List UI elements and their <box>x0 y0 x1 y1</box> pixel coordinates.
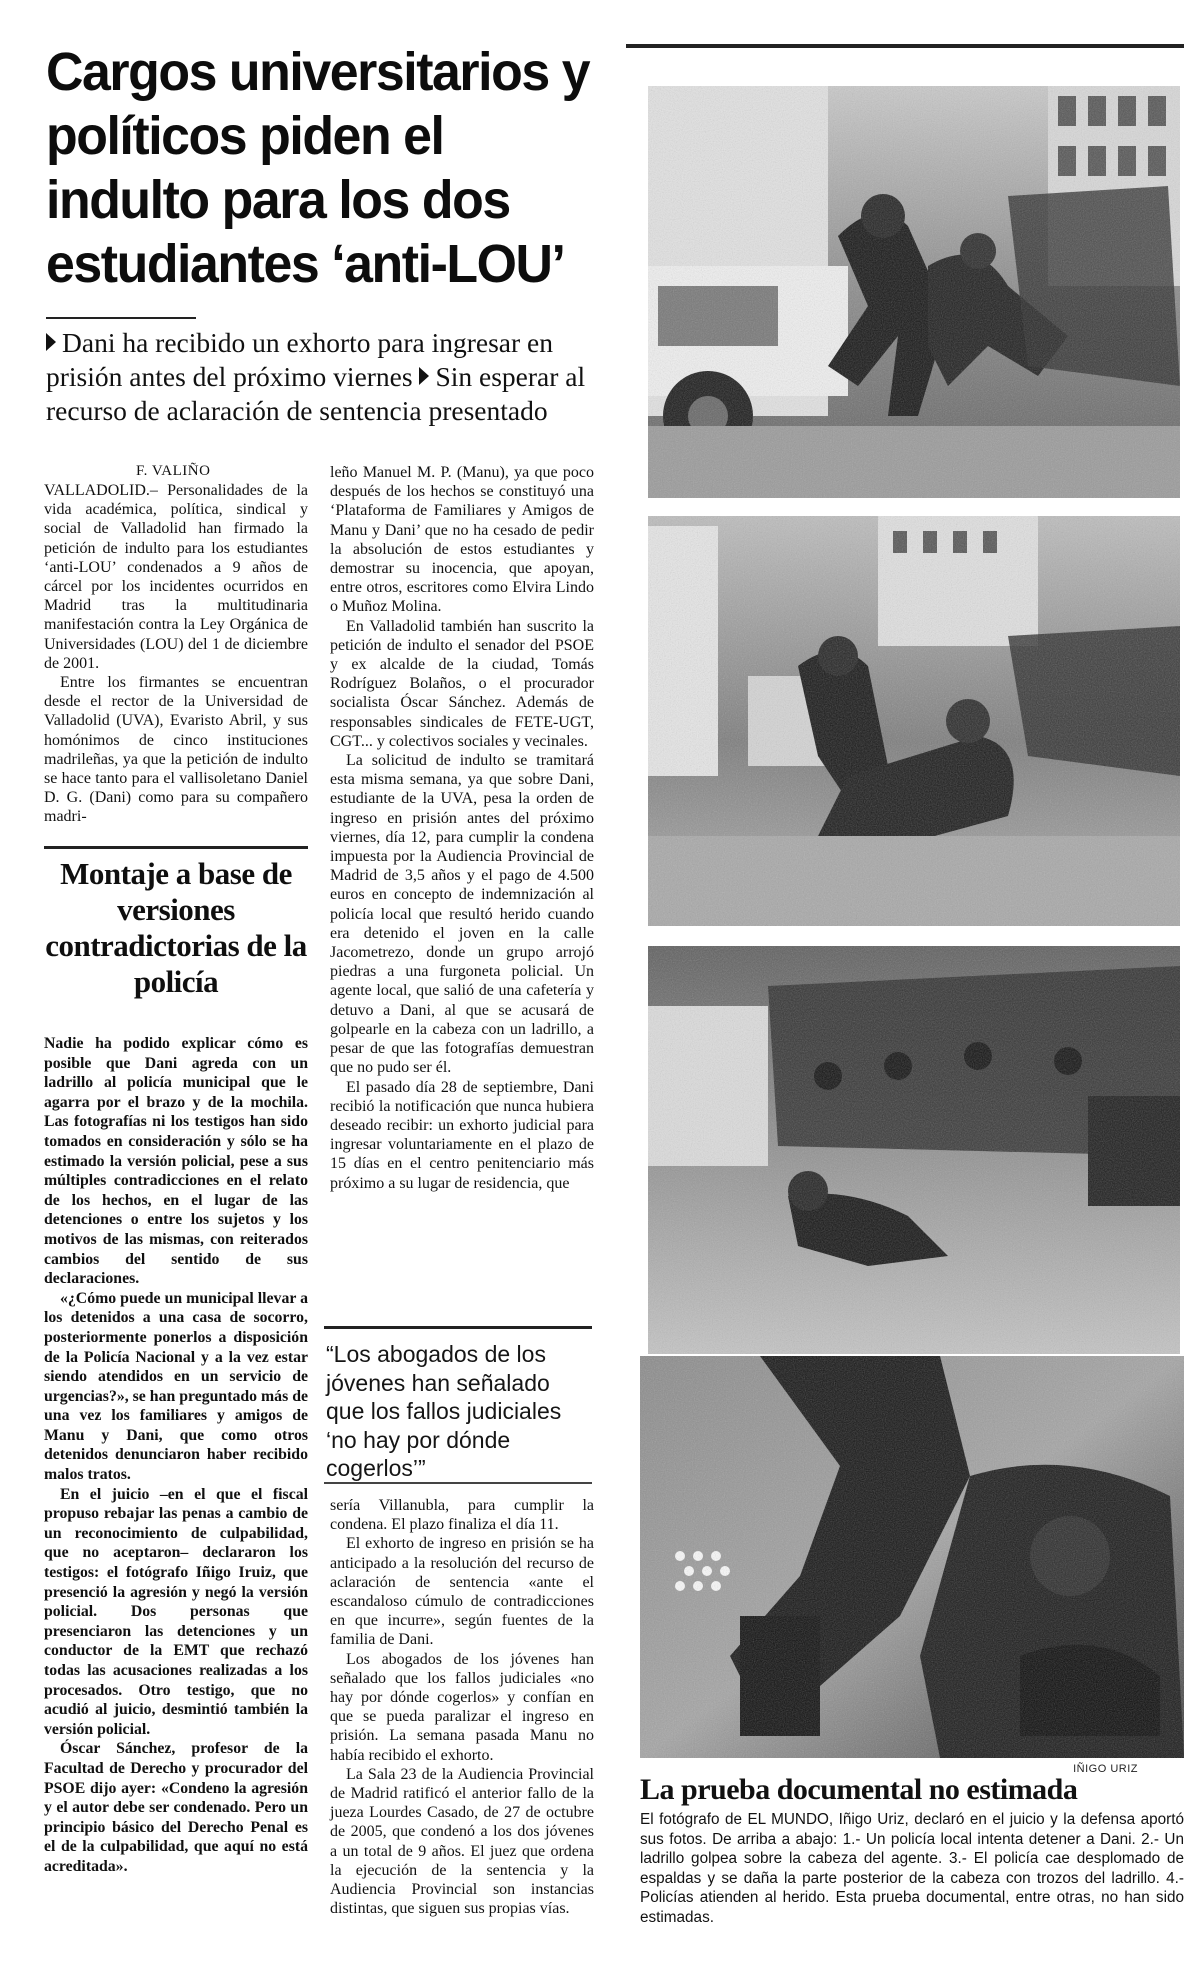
sidebar-paragraph: Nadie ha podido explicar cómo es posible que Dani agreda con un ladrillo al policía municipal que le agarra por el brazo y de la mochila. Las fotografías ni los testigos han sido tomados en consideración y sólo se ha estimado la versión policial, pese a sus múltiples contradicciones en el relato de los hechos, en el lugar de las detenciones o entre los sujetos y los motivos de las mismas, con reiterados cambios del sentido de sus declaraciones. <box>44 1035 308 1288</box>
pullquote-rule <box>324 1326 592 1329</box>
sidebar-column <box>44 1034 308 1877</box>
deck-part-1: Dani ha recibido un exhorto para ingresar en prisión antes del próximo viernes <box>46 327 553 392</box>
photo-4 <box>640 1356 1184 1758</box>
street-arrest-photo-icon <box>648 86 1180 498</box>
deck <box>46 326 606 428</box>
officers-tending-injured-photo-icon <box>640 1356 1184 1758</box>
pullquote-rule-bottom <box>324 1482 592 1484</box>
photo-3 <box>648 946 1180 1354</box>
article-paragraph: La solicitud de indulto se tramitará esta misma semana, ya que sobre Dani, estudiante de la UVA, pesa la orden de ingreso en prisión antes del próximo viernes, día 12, para cumplir la condena impuesta por la Audiencia Provincial de Madrid de 3,5 años y el pago de 4.500 euros en concepto de indemnización al policía local que resultó herido cuando era detenido el joven en la calle Jacometrezo, donde un grupo arrojó piedras a una furgoneta policial. Un agente local, que salió de una cafetería y detuvo a Dani, al que se acusará de golpearle en la cabeza con un ladrillo, a pesar de que las fotografías demuestran que no pudo ser él. <box>330 752 594 1077</box>
photo-column-rule <box>626 44 1184 48</box>
brick-strike-photo-icon <box>648 516 1180 926</box>
triangle-bullet-icon <box>46 333 56 351</box>
article-paragraph: El pasado día 28 de septiembre, Dani recibió la notificación que nunca hubiera deseado recibir: un exhorto judicial para ingresar voluntariamente en el plazo de 15 días en el centro penitenciario más próximo a su lugar de residencia, que <box>330 1078 594 1192</box>
sidebar-rule <box>44 846 308 849</box>
photo-2 <box>648 516 1180 926</box>
photo-credit: IÑIGO URIZ <box>1073 1763 1138 1775</box>
caption-title: La prueba documental no estimada <box>640 1773 1078 1806</box>
sidebar-paragraph: En el juicio –en el que el fiscal propuso rebajar las penas a cambio de un reconocimiento de culpabilidad, que no aceptaron– declararon los testigos: el fotógrafo Iñigo Iruiz, que presenció la agresión y negó la versión policial. Dos personas que presenciaron las detenciones y un conductor de la EMT que rechazó todas las acusaciones realizadas a los procesados. Otro testigo, que no acudió al juicio, desmintió también la versión policial. <box>44 1485 308 1738</box>
article-paragraph: La Sala 23 de la Audiencia Provincial de Madrid ratificó el anterior fallo de la jueza Lourdes Casado, de 27 de octubre de 2005, que condenó a los dos jóvenes a un total de 9 años. El juez que ordena la ejecución de la sentencia y la Audiencia Provincial son instancias distintas, que siguen sus propias vías. <box>330 1765 594 1918</box>
sidebar-title: Montaje a base de versiones contradictorias de la policía <box>45 856 307 999</box>
article-column-left <box>44 481 308 827</box>
article-paragraph: leño Manuel M. P. (Manu), ya que poco después de los hechos se constituyó una ‘Plataforma de Familiares y Amigos de Manu y Dani’ que no ha cesado de pedir la absolución de estos estudiantes y demostrar su inocencia, que apoyan, entre otros, escritores como Elvira Lindo o Muñoz Molina. <box>330 464 594 616</box>
photo-1 <box>648 86 1180 498</box>
article-column-right <box>330 463 594 1193</box>
byline: F. VALIÑO <box>136 463 211 479</box>
deck-part-2: Sin esperar al recurso de aclaración de sentencia presentado <box>46 361 586 426</box>
headline-rule <box>46 317 196 319</box>
caption-text: El fotógrafo de EL MUNDO, Iñigo Uriz, declaró en el juicio y la defensa aportó sus fotos. De arriba a abajo: 1.- Un policía local intenta detener a Dani. 2.- Un ladrillo golpea sobre la cabeza del agente. 3.- El policía cae desplomado de espaldas y se daña la parte posterior de la cabeza con trozos del ladrillo. 4.- Policías atienden al herido. Esta prueba documental, entre otras, no han sido estimadas. <box>640 1811 1184 1926</box>
article-paragraph: VALLADOLID.– Personalidades de la vida académica, política, sindical y social de Valladolid han firmado la petición de indulto para los estudiantes ‘anti-LOU’ condenados a 9 años de cárcel por los incidentes ocurridos en Madrid tras la multitudinaria manifestación contra la Ley Orgánica de Universidades (LOU) del 1 de diciembre de 2001. <box>44 482 308 672</box>
sidebar-paragraph: «¿Cómo puede un municipal llevar a los detenidos a una casa de socorro, posteriormente ponerlos a disposición de la Policía Nacional y a la vez estar siendo atendidos en un servicio de urgencias?», se han preguntado más de una vez los familiares y amigos de Manu y Dani, que como otros detenidos denunciaron haber recibido malos tratos. <box>44 1289 308 1484</box>
officer-falling-photo-icon <box>648 946 1180 1354</box>
article-column-right-continued <box>330 1496 594 1918</box>
sidebar-paragraph: Óscar Sánchez, profesor de la Facultad de Derecho y procurador del PSOE dijo ayer: «Condeno la agresión y el autor debe ser condenado. Pero un principio básico del Derecho Penal es el de la culpabilidad, que aquí no está acreditada». <box>44 1740 308 1875</box>
headline: Cargos universitarios y políticos piden el indulto para los dos estudiantes ‘anti-LOU’ <box>46 42 590 294</box>
article-paragraph: En Valladolid también han suscrito la petición de indulto el senador del PSOE y ex alcalde de la ciudad, Tomás Rodríguez Bolaños, o el procurador socialista Óscar Sánchez. Además de responsables sindicales de FETE-UGT, CGT... y colectivos sociales y vecinales. <box>330 617 594 750</box>
pullquote: “Los abogados de los jóvenes han señalado que los fallos judiciales ‘no hay por dónde cogerlos’” <box>326 1341 562 1481</box>
article-paragraph: Los abogados de los jóvenes han señalado que los fallos judiciales «no hay por dónde cogerlos» y confían en que se pueda paralizar el ingreso en prisión. La semana pasada Manu no había recibido el exhorto. <box>330 1650 594 1764</box>
triangle-bullet-icon <box>419 367 429 385</box>
article-paragraph: Entre los firmantes se encuentran desde el rector de la Universidad de Valladolid (UVA), Evaristo Abril, y sus homónimos de cinco instituciones madrileñas, ya que la petición de indulto se hace tanto para el vallisoletano Daniel D. G. (Dani) como para su compañero madri- <box>44 674 308 826</box>
article-paragraph: El exhorto de ingreso en prisión se ha anticipado a la resolución del recurso de aclaración de sentencia «ante el escandaloso cúmulo de contradicciones en que incurre», según fuentes de la familia de Dani. <box>330 1535 594 1649</box>
article-paragraph: sería Villanubla, para cumplir la condena. El plazo finaliza el día 11. <box>330 1497 594 1534</box>
